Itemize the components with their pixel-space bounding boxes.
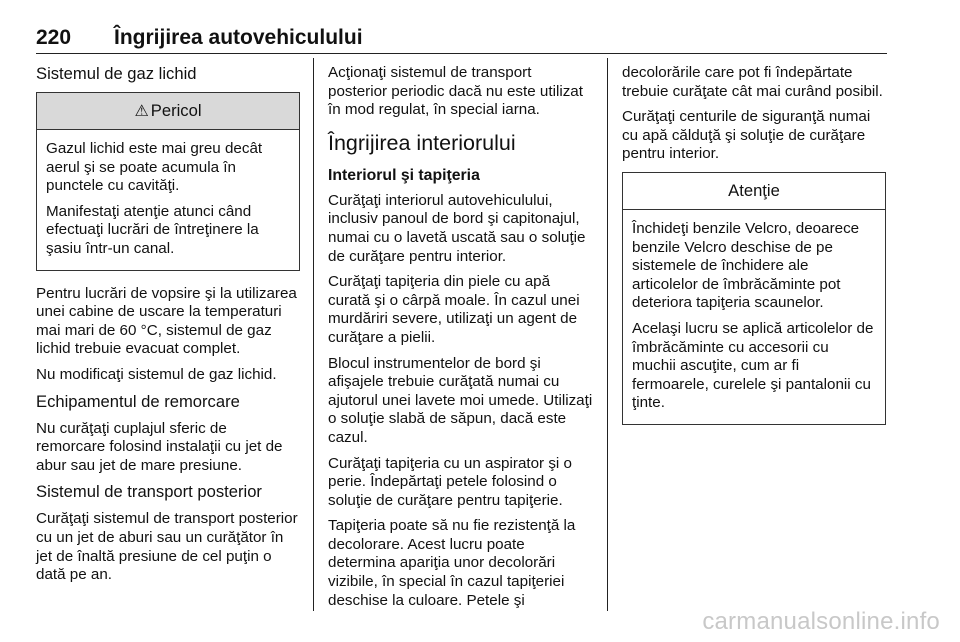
column-2: [328, 64, 593, 617]
body-paragraph: Curăţaţi centurile de siguranţă numai cu apă călduţă şi soluţie de curăţare pentru interior.: [622, 108, 871, 163]
body-paragraph: decolorările care pot fi îndepărtate trebuie curăţate cât mai curând posibil.: [622, 64, 883, 100]
notice-paragraph: Acelaşi lucru se aplică articolelor de îmbrăcăminte cu accesorii cu muchii ascuţite, cum ar fi fermoarele, curelele şi pantalonii cu ţinte.: [632, 319, 874, 412]
body-paragraph: Curăţaţi tapiţeria cu un aspirator şi o perie. Îndepărtaţi petele folosind o soluţie de curăţare pentru tapiţerie.: [328, 454, 572, 509]
body-paragraph: Acţionaţi sistemul de transport posterior periodic dacă nu este utilizat în mod regulat, în special iarna.: [328, 64, 583, 119]
page-header: [36, 26, 886, 52]
body-paragraph: Nu modificaţi sistemul de gaz lichid.: [36, 365, 277, 383]
body-paragraph: Tapiţeria poate să nu fie rezistenţă la decolorare. Acest lucru poate determina apariţia unor decolorări vizibile, în special în cazul tapiţeriei deschise la culoare. Petele şi: [328, 517, 576, 609]
section-title-lpg: Sistemul de gaz lichid: [36, 64, 197, 83]
chapter-title: Îngrijirea interiorului: [328, 130, 516, 155]
subsection-title: Interiorul şi tapiţeria: [328, 166, 480, 184]
page-number: 220: [36, 26, 72, 49]
danger-box-header: [37, 93, 299, 130]
body-paragraph: Curăţaţi interiorul autovehiculului, inclusiv panoul de bord şi capitonajul, numai cu o lavetă uscată sau o soluţie de curăţare pentru interior.: [328, 191, 586, 265]
column-divider-1: [313, 58, 314, 611]
notice-box: [622, 172, 886, 425]
danger-box-body: [37, 130, 299, 270]
notice-paragraph: Închideţi benzile Velcro, deoarece benzile Velcro deschise de pe sistemele de închidere ale articolelor de îmbrăcăminte pot deteriora tapiţeria scaunelor.: [632, 219, 860, 312]
danger-box: [36, 92, 300, 271]
body-paragraph: Pentru lucrări de vopsire şi la utilizarea unei cabine de uscare la temperaturi mai mari de 60 °C, sistemul de gaz lichid trebuie evacuat complet.: [36, 284, 297, 358]
notice-box-body: [623, 210, 885, 424]
column-1: [36, 64, 300, 592]
danger-box-title: Pericol: [150, 101, 202, 120]
notice-box-title: Atenţie: [728, 180, 780, 200]
column-3: [622, 64, 886, 439]
page-title: Îngrijirea autovehiculului: [114, 26, 363, 49]
danger-paragraph: Gazul lichid este mai greu decât aerul şi se poate acumula în punctele cu cavităţi.: [46, 140, 263, 195]
warning-triangle-icon: ⚠: [134, 103, 149, 120]
header-divider: [36, 53, 887, 54]
body-paragraph: Curăţaţi tapiţeria din piele cu apă curată şi o cârpă moale. În cazul unei murdăriri severe, utilizaţi un agent de curăţare a pielii.: [328, 273, 580, 346]
danger-paragraph: Manifestaţi atenţie atunci când efectuaţi lucrări de întreţinere la şasiu într-un canal.: [46, 202, 259, 257]
body-paragraph: Blocul instrumentelor de bord şi afişajele trebuie curăţată numai cu ajutorul unei lavete moi umede. Utilizaţi o soluţie slabă de săpun, dacă este cazul.: [328, 354, 593, 446]
section-title-rear-carrier: Sistemul de transport posterior: [36, 482, 262, 502]
notice-box-header: [623, 173, 885, 210]
column-divider-2: [607, 58, 608, 611]
body-paragraph: Curăţaţi sistemul de transport posterior cu un jet de aburi sau un curăţător în jet de înaltă presiune de cel puţin o dată pe an.: [36, 510, 298, 584]
body-paragraph: Nu curăţaţi cuplajul sferic de remorcare folosind instalaţii cu jet de abur sau jet de mare presiune.: [36, 419, 283, 474]
section-title-towing: Echipamentul de remorcare: [36, 391, 240, 411]
watermark: carmanualsonline.info: [702, 608, 940, 635]
